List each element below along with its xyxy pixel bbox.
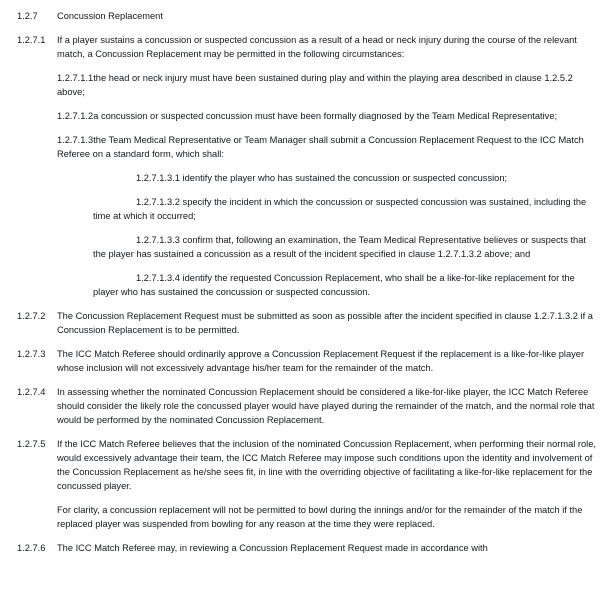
clause-text: identify the player who has sustained the concussion or suspected concussion; [182,173,508,183]
clause-text: the head or neck injury must have been sustained during play and within the playing area described in clause 1.2.5.2 above; [57,73,573,97]
clause-number: 1.2.7.1.3.2 [136,197,180,207]
clause-inner [93,235,586,259]
clause-1.2.7.3 [0,347,612,375]
clause-text: a concussion or suspected concussion must have been formally diagnosed by the Team Medical Representative; [93,111,558,121]
clause-text: The ICC Match Referee may, in reviewing a Concussion Replacement Request made in accordance with [57,543,488,553]
clause-number: 1.2.7.1.3 [57,135,94,145]
clause-number: 1.2.7.1.3.4 [136,273,180,283]
clause-1.2.7.1.3.3 [0,233,612,261]
section-heading-title: Concussion Replacement [57,11,163,21]
clause-text: identify the requested Concussion Replacement, who shall be a like-for-like replacement for the player who has sustained the concussion or suspected concussion. [93,273,575,297]
clause-number: 1.2.7.4 [17,387,46,397]
clause-number: 1.2.7.1.3.1 [136,173,180,183]
clause-1.2.7.6 [0,541,612,555]
clause-inner [93,197,586,221]
clause-1.2.7.1.3.2 [0,195,612,223]
clause-1.2.7.1.3.1 [0,171,612,185]
section-heading [0,9,612,23]
clause-text: If a player sustains a concussion or suspected concussion as a result of a head or neck injury during the course of the relevant match, a Concussion Replacement may be permitted in the following circumstances: [57,35,577,59]
clause-number: 1.2.7.6 [17,543,46,553]
section-heading-number: 1.2.7 [17,11,38,21]
clause-number: 1.2.7.2 [17,311,46,321]
clause-1.2.7.5 [0,437,612,493]
clause-text: the Team Medical Representative or Team Manager shall submit a Concussion Replacement Request to the ICC Match Referee on a standard form, which shall: [57,135,584,159]
clause-text: If the ICC Match Referee believes that the inclusion of the nominated Concussion Replacement, when performing their normal role, would excessively advantage their team, the ICC Match Referee may impose such conditions upon the identity and involvement of the Concussion Replacement as he/she sees fit, in line with the overriding objective of facilitating a like-for-like replacement for the concussed player. [57,439,596,491]
clause-1.2.7.2 [0,309,612,337]
clause-1.2.7.1 [0,33,612,61]
clause-1.2.7.4 [0,385,612,427]
clause-1.2.7.1.3 [0,133,612,161]
clause-number: 1.2.7.5 [17,439,46,449]
clause-1.2.7.1.2 [0,109,612,123]
clause-inner [93,173,507,183]
clause-1.2.7.1.3.4 [0,271,612,299]
clause-text: For clarity, a concussion replacement will not be permitted to bowl during the innings and/or for the remainder of the match if the replaced player was suspended from bowling for any reason at the time they were replaced. [57,505,583,529]
clause-text: The Concussion Replacement Request must be submitted as soon as possible after the incident specified in clause 1.2.7.1.3.2 if a Concussion Replacement is to be permitted. [57,311,593,335]
clause-continuation-paragraph [0,503,612,531]
clause-number: 1.2.7.1.3.3 [136,235,180,245]
clause-1.2.7.1.1 [0,71,612,99]
clause-text: confirm that, following an examination, the Team Medical Representative believes or suspects that the player has sustained a concussion as a result of the incident specified in clause 1.2.7.1.3.2 above; and [93,235,586,259]
clause-number: 1.2.7.1.2 [57,111,94,121]
clause-text: In assessing whether the nominated Concussion Replacement should be considered a like-for-like player, the ICC Match Referee should consider the likely role the concussed player would have played during the remainder of the match, and the normal role that would be performed by the nominated Concussion Replacement. [57,387,595,425]
clause-inner [93,273,575,297]
clause-list [0,9,612,555]
clause-number: 1.2.7.3 [17,349,46,359]
clause-number: 1.2.7.1 [17,35,46,45]
clause-text: The ICC Match Referee should ordinarily approve a Concussion Replacement Request if the replacement is a like-for-like player whose inclusion will not excessively advantage his/her team for the remainder of the match. [57,349,585,373]
clause-number: 1.2.7.1.1 [57,73,94,83]
clause-text: specify the incident in which the concussion or suspected concussion was sustained, including the time at which it occurred; [93,197,587,221]
